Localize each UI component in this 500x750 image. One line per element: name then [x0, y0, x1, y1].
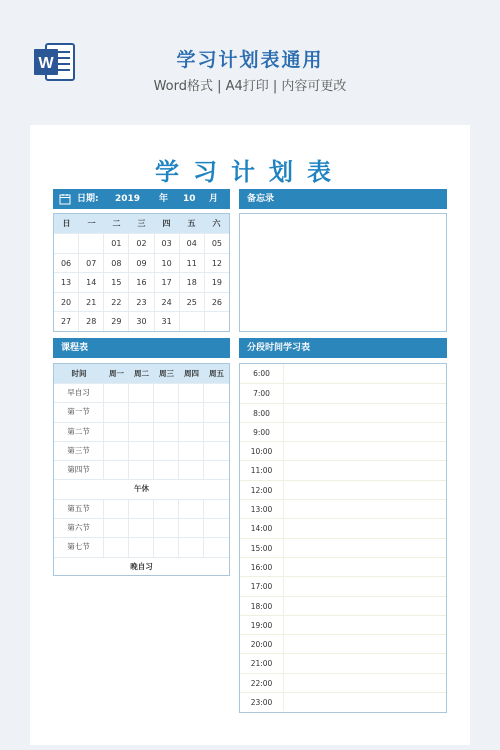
- weekday: 二: [112, 219, 121, 228]
- calendar-day[interactable]: [180, 311, 205, 331]
- calendar-day[interactable]: 01: [104, 233, 129, 253]
- schedule-cell[interactable]: [129, 500, 154, 518]
- schedule-row: [54, 422, 229, 441]
- schedule-cell[interactable]: [154, 442, 179, 460]
- timetable-row: [240, 383, 446, 402]
- schedule-cell[interactable]: [129, 423, 154, 441]
- timetable-row: [240, 653, 446, 672]
- time-slot-note[interactable]: [284, 616, 446, 634]
- timetable-row: [240, 480, 446, 499]
- schedule-bar: 课程表: [53, 338, 230, 358]
- weekday: 六: [212, 219, 221, 228]
- schedule-cell[interactable]: [154, 461, 179, 479]
- date-label: 日期:: [77, 194, 99, 204]
- calendar-day[interactable]: 09: [129, 253, 154, 273]
- timetable-row: [240, 518, 446, 537]
- time-slot-label: 8:00: [240, 404, 284, 422]
- timetable-row: [240, 364, 446, 383]
- schedule-header-day: 周四: [184, 369, 199, 378]
- time-slot-label: 23:00: [240, 693, 284, 711]
- period-label: 第六节: [54, 519, 104, 537]
- calendar-weekday-header: [54, 214, 229, 233]
- calendar-week: [54, 253, 229, 273]
- time-slot-note[interactable]: [284, 442, 446, 460]
- period-label: 第二节: [54, 423, 104, 441]
- time-slot-note[interactable]: [284, 364, 446, 383]
- calendar-day[interactable]: 04: [180, 233, 205, 253]
- time-slot-label: 22:00: [240, 674, 284, 692]
- timetable-row: [240, 692, 446, 711]
- timetable-row: [240, 576, 446, 595]
- schedule-header-time: 时间: [71, 369, 87, 378]
- calendar-day[interactable]: 08: [104, 253, 129, 273]
- time-slot-label: 14:00: [240, 519, 284, 537]
- schedule-cell[interactable]: [179, 461, 204, 479]
- period-label: 早自习: [54, 384, 104, 402]
- calendar-icon: [59, 193, 71, 205]
- calendar-day[interactable]: 06: [54, 253, 79, 273]
- schedule-cell[interactable]: [104, 519, 129, 537]
- schedule-cell[interactable]: [179, 423, 204, 441]
- calendar-day[interactable]: 24: [155, 292, 180, 312]
- page-header: [0, 0, 500, 120]
- time-slot-note[interactable]: [284, 693, 446, 711]
- period-label: 第四节: [54, 461, 104, 479]
- period-label: 第五节: [54, 500, 104, 518]
- calendar-day[interactable]: 21: [79, 292, 104, 312]
- calendar-day[interactable]: 17: [155, 272, 180, 292]
- year-unit: 年: [159, 194, 169, 204]
- calendar-day[interactable]: 10: [155, 253, 180, 273]
- schedule-cell[interactable]: [154, 423, 179, 441]
- svg-text:W: W: [38, 55, 54, 72]
- calendar-day[interactable]: [205, 311, 229, 331]
- calendar-day[interactable]: 22: [104, 292, 129, 312]
- calendar-week: [54, 233, 229, 253]
- time-slot-note[interactable]: [284, 577, 446, 595]
- schedule-cell[interactable]: [179, 519, 204, 537]
- calendar-day[interactable]: 27: [54, 311, 79, 331]
- schedule-row: [54, 499, 229, 518]
- timetable-row: [240, 634, 446, 653]
- schedule-cell[interactable]: [104, 500, 129, 518]
- timetable-row: [240, 557, 446, 576]
- time-slot-note[interactable]: [284, 597, 446, 615]
- schedule-cell[interactable]: [204, 538, 229, 556]
- schedule-cell[interactable]: [154, 384, 179, 402]
- schedule-cell[interactable]: [104, 423, 129, 441]
- time-slot-label: 18:00: [240, 597, 284, 615]
- schedule-cell[interactable]: [129, 461, 154, 479]
- timetable-row: [240, 538, 446, 557]
- schedule-cell[interactable]: [204, 384, 229, 402]
- calendar-day[interactable]: 26: [205, 292, 229, 312]
- timetable: [239, 363, 447, 713]
- calendar-day[interactable]: 03: [155, 233, 180, 253]
- time-slot-note[interactable]: [284, 519, 446, 537]
- weekday: 日: [62, 219, 71, 228]
- schedule-cell[interactable]: [154, 519, 179, 537]
- period-label: 第三节: [54, 442, 104, 460]
- schedule-cell[interactable]: [179, 403, 204, 421]
- schedule-header-row: [54, 364, 229, 383]
- schedule-cell[interactable]: [129, 538, 154, 556]
- schedule-cell[interactable]: [179, 442, 204, 460]
- schedule-cell[interactable]: [104, 384, 129, 402]
- time-slot-note[interactable]: [284, 654, 446, 672]
- timetable-row: [240, 499, 446, 518]
- weekday: 四: [162, 219, 171, 228]
- month-unit: 月: [209, 194, 219, 204]
- calendar-day[interactable]: 15: [104, 272, 129, 292]
- schedule-header-day: 周一: [109, 369, 124, 378]
- schedule-cell[interactable]: [204, 500, 229, 518]
- time-slot-label: 12:00: [240, 481, 284, 499]
- calendar-day[interactable]: 20: [54, 292, 79, 312]
- calendar-day[interactable]: 11: [180, 253, 205, 273]
- timetable-row: [240, 673, 446, 692]
- time-slot-label: 16:00: [240, 558, 284, 576]
- time-slot-note[interactable]: [284, 384, 446, 402]
- schedule-table: [53, 363, 230, 576]
- calendar-day[interactable]: 07: [79, 253, 104, 273]
- time-slot-note[interactable]: [284, 423, 446, 441]
- time-slot-label: 13:00: [240, 500, 284, 518]
- timetable-bar: 分段时间学习表: [239, 338, 447, 358]
- calendar-day[interactable]: [79, 233, 104, 253]
- calendar-day[interactable]: 19: [205, 272, 229, 292]
- schedule-cell[interactable]: [204, 442, 229, 460]
- memo-area[interactable]: [239, 213, 447, 332]
- schedule-row: [54, 402, 229, 421]
- calendar-week: [54, 292, 229, 312]
- calendar-year[interactable]: 2019: [115, 194, 141, 204]
- page-title: 学习计划表通用: [176, 49, 324, 71]
- calendar-day[interactable]: 29: [104, 311, 129, 331]
- calendar-day[interactable]: 14: [79, 272, 104, 292]
- calendar-day[interactable]: 16: [129, 272, 154, 292]
- schedule-row: [54, 383, 229, 402]
- weekday: 五: [187, 219, 196, 228]
- calendar-day[interactable]: 18: [180, 272, 205, 292]
- calendar-day[interactable]: 12: [205, 253, 229, 273]
- schedule-header-day: 周二: [134, 369, 149, 378]
- evening-study-row: 晚自习: [54, 557, 229, 576]
- schedule-header-day: 周五: [209, 369, 224, 378]
- schedule-cell[interactable]: [129, 519, 154, 537]
- document-sheet: [30, 125, 470, 745]
- timetable-row: [240, 596, 446, 615]
- period-label: 第一节: [54, 403, 104, 421]
- schedule-cell[interactable]: [179, 500, 204, 518]
- calendar-day[interactable]: 05: [205, 233, 229, 253]
- calendar-bar: [53, 189, 230, 209]
- memo-bar: 备忘录: [239, 189, 447, 209]
- calendar-day[interactable]: 28: [79, 311, 104, 331]
- schedule-cell[interactable]: [179, 384, 204, 402]
- schedule-cell[interactable]: [104, 461, 129, 479]
- calendar-week: [54, 272, 229, 292]
- schedule-cell[interactable]: [154, 403, 179, 421]
- schedule-row: [54, 441, 229, 460]
- schedule-cell[interactable]: [104, 442, 129, 460]
- calendar-grid: [53, 213, 230, 332]
- timetable-row: [240, 422, 446, 441]
- time-slot-note[interactable]: [284, 539, 446, 557]
- timetable-row: [240, 615, 446, 634]
- schedule-header-day: 周三: [159, 369, 174, 378]
- time-slot-label: 21:00: [240, 654, 284, 672]
- schedule-cell[interactable]: [104, 538, 129, 556]
- time-slot-note[interactable]: [284, 404, 446, 422]
- time-slot-label: 10:00: [240, 442, 284, 460]
- noon-break-row: 午休: [54, 479, 229, 498]
- timetable-row: [240, 460, 446, 479]
- time-slot-note[interactable]: [284, 481, 446, 499]
- time-slot-label: 9:00: [240, 423, 284, 441]
- schedule-cell[interactable]: [204, 403, 229, 421]
- timetable-row: [240, 403, 446, 422]
- sheet-title: 学习计划表: [155, 158, 345, 186]
- schedule-cell[interactable]: [204, 519, 229, 537]
- timetable-row: [240, 441, 446, 460]
- schedule-row: [54, 537, 229, 556]
- time-slot-label: 7:00: [240, 384, 284, 402]
- weekday: 三: [137, 219, 146, 228]
- page-subtitle: Word格式 | A4打印 | 内容可更改: [153, 79, 347, 94]
- schedule-cell[interactable]: [179, 538, 204, 556]
- time-slot-label: 19:00: [240, 616, 284, 634]
- time-slot-note[interactable]: [284, 635, 446, 653]
- schedule-cell[interactable]: [129, 403, 154, 421]
- calendar-day[interactable]: 25: [180, 292, 205, 312]
- calendar-day[interactable]: 30: [129, 311, 154, 331]
- calendar-month[interactable]: 10: [183, 194, 196, 204]
- time-slot-note[interactable]: [284, 461, 446, 479]
- schedule-cell[interactable]: [204, 423, 229, 441]
- calendar-week: [54, 311, 229, 331]
- calendar-day[interactable]: 13: [54, 272, 79, 292]
- period-label: 第七节: [54, 538, 104, 556]
- calendar-day[interactable]: [54, 233, 79, 253]
- calendar-day[interactable]: 23: [129, 292, 154, 312]
- schedule-cell[interactable]: [129, 442, 154, 460]
- schedule-cell[interactable]: [129, 384, 154, 402]
- time-slot-label: 17:00: [240, 577, 284, 595]
- schedule-row: [54, 460, 229, 479]
- time-slot-label: 15:00: [240, 539, 284, 557]
- calendar-day[interactable]: 02: [129, 233, 154, 253]
- time-slot-note[interactable]: [284, 674, 446, 692]
- time-slot-label: 20:00: [240, 635, 284, 653]
- schedule-cell[interactable]: [104, 403, 129, 421]
- schedule-cell[interactable]: [154, 538, 179, 556]
- time-slot-label: 11:00: [240, 461, 284, 479]
- schedule-row: [54, 518, 229, 537]
- time-slot-label: 6:00: [240, 364, 284, 383]
- time-slot-note[interactable]: [284, 500, 446, 518]
- weekday: 一: [87, 219, 96, 228]
- time-slot-note[interactable]: [284, 558, 446, 576]
- schedule-cell[interactable]: [204, 461, 229, 479]
- calendar-day[interactable]: 31: [155, 311, 180, 331]
- schedule-cell[interactable]: [154, 500, 179, 518]
